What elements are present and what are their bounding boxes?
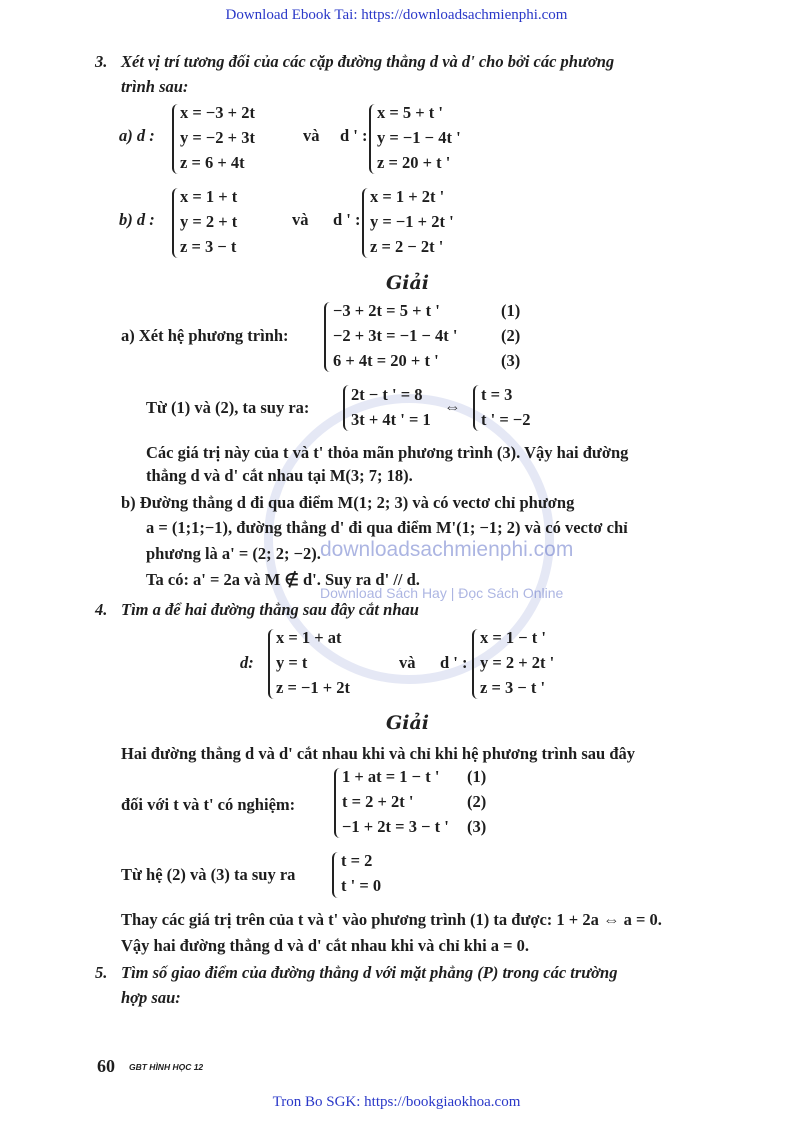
p4-from23-brace <box>332 852 341 898</box>
p3b-label: b) d : <box>119 210 155 229</box>
p3-from12-text: Từ (1) và (2), ta suy ra: <box>146 398 310 417</box>
p3-sol-b-line1: b) Đường thẳng d đi qua điểm M(1; 2; 3) và có vectơ chỉ phương <box>121 493 575 512</box>
p4-sol-line3: Thay các giá trị trên của t và t' vào phương trình (1) ta được: 1 + 2a ⇔ a = 0. <box>121 910 662 929</box>
p3b-dp-system: x = 1 + 2t ' y = −1 + 2t ' z = 2 − 2t ' <box>370 187 454 256</box>
p4-eq-numbers: (1) (2) (3) <box>467 767 487 836</box>
p3a-dp-label: d ' : <box>340 126 368 145</box>
p3-sol-a-intro: a) Xét hệ phương trình: <box>121 326 289 345</box>
p4-va: và <box>399 653 416 672</box>
p3-sol-a-system: −3 + 2t = 5 + t ' −2 + 3t = −1 − 4t ' 6 + 4t = 20 + t ' <box>333 301 458 370</box>
p4-from23-text: Từ hệ (2) và (3) ta suy ra <box>121 865 296 884</box>
p3-from12-result: t = 3 t ' = −2 <box>481 385 531 429</box>
watermark-site-text: downloadsachmienphi.com <box>320 538 574 561</box>
problem-3-title-line2: trình sau: <box>121 77 189 96</box>
problem-5-title-line1: Tìm số giao điểm của đường thẳng d với mặt phẳng (P) trong các trường <box>121 963 618 982</box>
header-download-link[interactable]: Download Ebook Tai: https://downloadsachmienphi.com <box>225 7 568 23</box>
p4-d-label: d: <box>240 653 254 672</box>
solution-heading-2: Giải <box>386 712 429 734</box>
p4-dp-label: d ' : <box>440 653 468 672</box>
problem-4-title: Tìm a để hai đường thẳng sau đây cắt nhau <box>121 600 419 619</box>
problem-5-number: 5. <box>95 963 108 982</box>
problem-3-title-line1: Xét vị trí tương đối của các cặp đường thẳng d và d' cho bởi các phương <box>121 52 615 71</box>
p4-sol-line1: Hai đường thẳng d và d' cắt nhau khi và chỉ khi hệ phương trình sau đây <box>121 744 635 763</box>
page-number: 60 <box>97 1056 115 1076</box>
p3-conclusion-line2: thẳng d và d' cắt nhau tại M(3; 7; 18). <box>146 466 413 485</box>
p4-sol-line2: đối với t và t' có nghiệm: <box>121 795 296 814</box>
p3b-dp-label: d ' : <box>333 210 361 229</box>
p4-from23-result: t = 2 t ' = 0 <box>341 851 382 895</box>
p3-sol-b-line4: Ta có: a' = 2a và M ∉ d'. Suy ra d' // d. <box>146 570 420 589</box>
footer-sgk-link[interactable]: Tron Bo SGK: https://bookgiaokhoa.com <box>272 1094 521 1110</box>
problem-4-number: 4. <box>95 600 108 619</box>
problem-5-title-line2: hợp sau: <box>121 988 181 1007</box>
p4-d-system: x = 1 + at y = t z = −1 + 2t <box>276 628 351 697</box>
p4-dp-system: x = 1 − t ' y = 2 + 2t ' z = 3 − t ' <box>480 628 555 697</box>
p3a-d-system: x = −3 + 2t y = −2 + 3t z = 6 + 4t <box>180 103 255 172</box>
p3a-va: và <box>303 126 320 145</box>
p3b-d-system: x = 1 + t y = 2 + t z = 3 − t <box>180 187 238 256</box>
p3-sol-a-eq-numbers: (1) (2) (3) <box>501 301 521 370</box>
p3-sol-a-brace <box>324 302 333 372</box>
p3a-label: a) d : <box>119 126 155 145</box>
p4-sol-line4: Vậy hai đường thẳng d và d' cắt nhau khi và chỉ khi a = 0. <box>121 936 530 955</box>
p3-sol-b-line3: phương là a' = (2; 2; −2). <box>146 544 321 563</box>
solution-heading-1: Giải <box>386 272 429 294</box>
p4-system: 1 + at = 1 − t ' t = 2 + 2t ' −1 + 2t = 3 − t ' <box>342 767 449 836</box>
equivalence-symbol: ⇔ <box>444 397 461 416</box>
p3-sol-b-line2: a = (1;1;−1), đường thẳng d' đi qua điểm M'(1; −1; 2) và có vectơ chỉ <box>146 518 628 537</box>
watermark-tagline: Download Sách Hay | Đọc Sách Online <box>320 585 564 601</box>
book-label: GBT HÌNH HỌC 12 <box>129 1062 204 1072</box>
p3b-va: và <box>292 210 309 229</box>
p3-conclusion-line1: Các giá trị này của t và t' thỏa mãn phương trình (3). Vậy hai đường <box>146 443 629 462</box>
p3a-dp-system: x = 5 + t ' y = −1 − 4t ' z = 20 + t ' <box>377 103 461 172</box>
problem-3-number: 3. <box>95 52 108 71</box>
p3-from12-system: 2t − t ' = 8 3t + 4t ' = 1 <box>351 385 431 429</box>
